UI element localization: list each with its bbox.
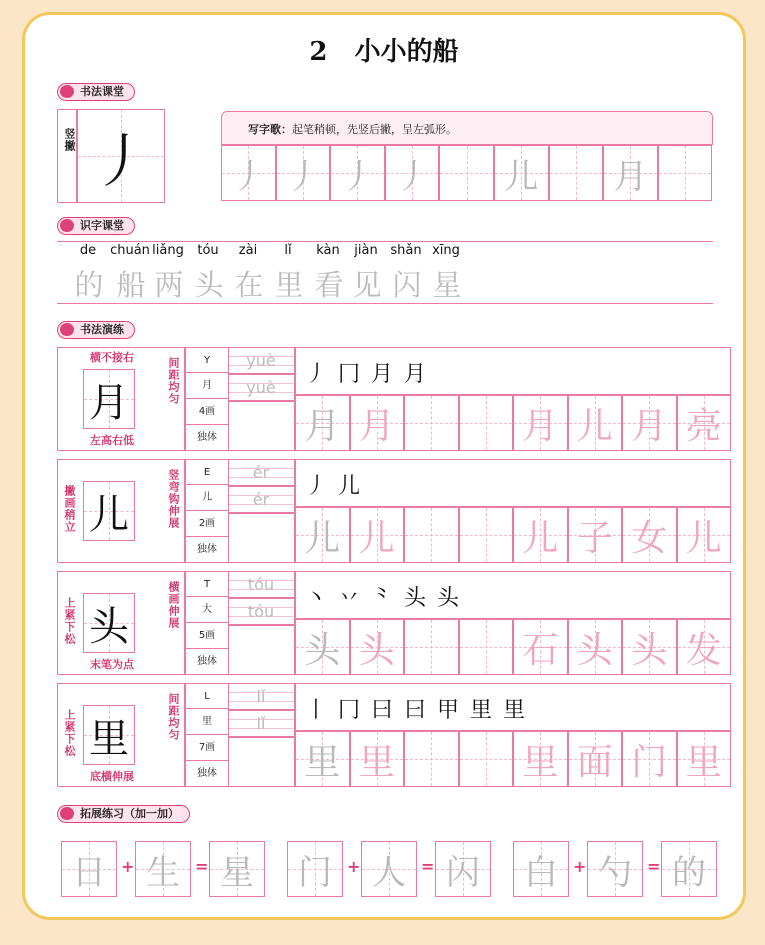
practice-grid-cell[interactable] (459, 395, 514, 451)
tip-left: 撇画稍立 (63, 485, 76, 533)
practice-grid-cell-char: 头 (576, 629, 613, 671)
practice-grid-cell[interactable] (622, 731, 677, 787)
flower-icon (60, 807, 74, 820)
stroke-name-box (57, 109, 77, 203)
stroke-practice-cell-char: 月 (613, 156, 648, 197)
literacy-char: 在 (234, 268, 264, 302)
info-structure: 独体 (185, 649, 229, 675)
addend-a-cell-char: 白 (524, 852, 558, 893)
practice-grid-cell-char: 门 (631, 741, 668, 783)
addend-a-cell-char: 门 (298, 852, 332, 893)
practice-grid-cell[interactable] (459, 619, 514, 675)
pinyin-label: xīng (432, 243, 460, 258)
equals-sign: = (647, 857, 661, 876)
pinyin-cell[interactable] (229, 571, 295, 598)
stroke-practice-cell-char: 丿 (285, 156, 320, 197)
stroke-order: 丿 冂 月 月 (305, 362, 428, 387)
practice-grid-cell-char (405, 508, 458, 562)
practice-grid-cell-char: 子 (576, 517, 613, 559)
practice-grid-cell[interactable] (622, 395, 677, 451)
practice-grid-cell-char: 头 (358, 629, 395, 671)
literacy-char: 见 (352, 268, 382, 302)
practice-grid-cell[interactable] (404, 619, 459, 675)
literacy-char: 里 (274, 268, 304, 302)
pinyin-cell[interactable] (229, 459, 295, 486)
practice-model-cell[interactable] (83, 593, 135, 653)
practice-grid-cell[interactable] (677, 507, 732, 563)
practice-grid-cell-char: 儿 (358, 517, 395, 559)
addend-a-cell[interactable] (61, 841, 117, 897)
stroke-practice-cell-char (550, 146, 603, 200)
practice-grid-cell[interactable] (459, 731, 514, 787)
practice-grid-cell[interactable] (350, 731, 405, 787)
pinyin-cell[interactable] (229, 710, 295, 737)
tip-side: 竖弯钩伸展 (167, 469, 180, 529)
practice-grid-cell-char: 儿 (685, 517, 722, 559)
practice-grid-cell-char: 儿 (522, 517, 559, 559)
addend-b-cell-char: 生 (146, 852, 180, 893)
pinyin-label: jiàn (354, 243, 378, 258)
practice-grid-cell[interactable] (513, 619, 568, 675)
practice-grid-cell-char: 里 (685, 741, 722, 783)
literacy-top-line (57, 241, 713, 242)
pinyin-blank-cell[interactable] (229, 737, 295, 787)
pinyin-label: tóu (197, 243, 219, 258)
addend-a-cell[interactable] (287, 841, 343, 897)
tip-side: 间距均匀 (167, 357, 180, 405)
pinyin-label: chuán (110, 243, 150, 258)
pinyin-label: lǐ (284, 243, 292, 258)
practice-grid-cell[interactable] (350, 619, 405, 675)
addend-b-cell[interactable] (587, 841, 643, 897)
plus-sign: + (347, 857, 361, 876)
pinyin-trace: ér (252, 490, 270, 509)
tip-top: 横不接右 (90, 351, 134, 364)
practice-grid-cell[interactable] (622, 619, 677, 675)
info-letter: L (185, 683, 229, 709)
pinyin-trace: yuè (246, 351, 276, 370)
pinyin-trace: yuè (246, 378, 276, 397)
practice-grid-cell[interactable] (404, 731, 459, 787)
literacy-char: 头 (194, 268, 224, 302)
practice-grid-cell-char: 儿 (576, 405, 613, 447)
info-structure: 独体 (185, 425, 229, 451)
practice-grid-cell[interactable] (295, 395, 350, 451)
stroke-order: 丶 丷 ⺀ 头 头 (305, 586, 461, 611)
info-letter: Y (185, 347, 229, 373)
brush-icon (60, 323, 74, 336)
stroke-practice-cell-char: 丿 (395, 156, 430, 197)
addend-b-cell-char: 勺 (598, 852, 632, 893)
practice-model-cell-char: 里 (89, 715, 129, 762)
section-extension: 拓展练习（加一加） (57, 805, 190, 823)
info-radical: 儿 (185, 485, 229, 511)
literacy-char: 看 (314, 268, 344, 302)
practice-grid-cell-char: 月 (522, 405, 559, 447)
brush-icon (60, 85, 74, 98)
practice-grid-cell-char: 石 (522, 629, 559, 671)
practice-grid-cell-char (405, 396, 458, 450)
tip-left: 上紧下松 (63, 597, 76, 645)
practice-grid-cell-char: 儿 (304, 517, 341, 559)
practice-grid-cell[interactable] (295, 731, 350, 787)
practice-model-cell-char: 儿 (89, 491, 129, 538)
practice-grid-cell-char (405, 732, 458, 786)
practice-model-cell[interactable] (83, 481, 135, 541)
stroke-practice-cell-char (659, 146, 712, 200)
practice-grid-cell-char: 头 (631, 629, 668, 671)
practice-model-cell-char: 头 (89, 603, 129, 650)
practice-grid-cell[interactable] (513, 507, 568, 563)
stroke-practice-cell[interactable] (603, 145, 658, 201)
practice-model-cell-char: 月 (89, 379, 129, 426)
stroke-practice-cell[interactable] (385, 145, 440, 201)
flower-icon (60, 219, 74, 232)
practice-grid-cell[interactable] (568, 395, 623, 451)
pinyin-trace: lǐ (256, 714, 266, 733)
pinyin-label: kàn (316, 243, 340, 258)
literacy-char: 星 (432, 268, 462, 302)
practice-grid-cell-char: 亮 (685, 405, 722, 447)
literacy-char: 两 (154, 268, 184, 302)
pinyin-label: de (79, 243, 97, 258)
stroke-practice-cell[interactable] (439, 145, 494, 201)
info-structure: 独体 (185, 761, 229, 787)
pinyin-cell[interactable] (229, 374, 295, 401)
tip-left: 上紧下松 (63, 709, 76, 757)
info-radical: 里 (185, 709, 229, 735)
practice-grid-cell-char (460, 508, 513, 562)
practice-grid-cell[interactable] (568, 619, 623, 675)
result-cell[interactable] (661, 841, 717, 897)
info-strokes-count: 7画 (185, 735, 229, 761)
pinyin-trace: tóu (247, 575, 275, 594)
info-strokes-count: 5画 (185, 623, 229, 649)
stroke-practice-cell-char: 丿 (231, 156, 266, 197)
result-cell-char: 闪 (446, 852, 480, 893)
practice-grid-cell[interactable] (404, 395, 459, 451)
practice-grid-cell[interactable] (404, 507, 459, 563)
tip-bottom: 末笔为点 (90, 658, 134, 671)
info-strokes-count: 2画 (185, 511, 229, 537)
stroke-demo-char: 丿 (91, 127, 150, 195)
practice-grid-cell[interactable] (568, 507, 623, 563)
stroke-order: 丿 儿 (305, 474, 362, 499)
pinyin-label: liǎng (152, 243, 184, 258)
practice-model-cell[interactable] (83, 369, 135, 429)
pinyin-label: zài (238, 243, 258, 258)
practice-grid-cell-char: 里 (358, 741, 395, 783)
practice-grid-cell[interactable] (677, 619, 732, 675)
literacy-char: 闪 (392, 268, 422, 302)
practice-grid-cell-char: 里 (522, 741, 559, 783)
pinyin-blank-cell[interactable] (229, 625, 295, 675)
section-calligraphy-class: 书法课堂 (57, 83, 135, 101)
tip-side: 间距均匀 (167, 693, 180, 741)
stroke-order: 丨 冂 曰 曰 甲 里 里 (305, 698, 527, 723)
practice-grid-cell[interactable] (295, 619, 350, 675)
practice-grid-cell-char (460, 620, 513, 674)
addend-b-cell[interactable] (135, 841, 191, 897)
pinyin-trace: lǐ (256, 687, 266, 706)
info-letter: T (185, 571, 229, 597)
stroke-practice-cell[interactable] (276, 145, 331, 201)
pinyin-cell[interactable] (229, 347, 295, 374)
plus-sign: + (121, 857, 135, 876)
practice-grid-cell-char: 发 (685, 629, 722, 671)
pinyin-cell[interactable] (229, 486, 295, 513)
tip-bottom: 底横伸展 (90, 770, 134, 783)
stroke-practice-cell[interactable] (549, 145, 604, 201)
equals-sign: = (195, 857, 209, 876)
stroke-practice-cell-char: 儿 (504, 156, 539, 197)
practice-grid-cell[interactable] (513, 395, 568, 451)
pinyin-cell[interactable] (229, 598, 295, 625)
result-cell-char: 星 (220, 852, 254, 893)
stroke-practice-cell-char (440, 146, 493, 200)
practice-grid-cell[interactable] (513, 731, 568, 787)
pinyin-cell[interactable] (229, 683, 295, 710)
practice-grid-cell[interactable] (622, 507, 677, 563)
tip-side: 横画伸展 (167, 581, 180, 629)
song-box (221, 111, 713, 145)
pinyin-trace: ér (252, 463, 270, 482)
info-radical: 月 (185, 373, 229, 399)
stroke-practice-cell[interactable] (330, 145, 385, 201)
stroke-practice-cell[interactable] (221, 145, 276, 201)
practice-grid-cell[interactable] (568, 731, 623, 787)
addend-a-cell-char: 日 (72, 852, 106, 893)
equals-sign: = (421, 857, 435, 876)
pinyin-blank-cell[interactable] (229, 401, 295, 451)
practice-grid-cell-char: 里 (304, 741, 341, 783)
result-cell-char: 的 (672, 852, 706, 893)
writing-song: 写字歌：起笔稍顿，先竖后撇，呈左弧形。 (248, 123, 457, 136)
practice-model-cell[interactable] (83, 705, 135, 765)
plus-sign: + (573, 857, 587, 876)
practice-grid-cell[interactable] (350, 507, 405, 563)
pinyin-trace: tóu (247, 602, 275, 621)
literacy-bottom-line (57, 303, 713, 304)
section-calligraphy-practice: 书法演练 (57, 321, 135, 339)
practice-grid-cell-char (460, 396, 513, 450)
practice-grid-cell-char: 面 (576, 741, 613, 783)
page-title: 2 小小的船 (309, 37, 459, 67)
practice-grid-cell-char: 女 (631, 517, 668, 559)
practice-grid-cell[interactable] (677, 731, 732, 787)
practice-grid-cell[interactable] (677, 395, 732, 451)
practice-grid-cell-char (460, 732, 513, 786)
info-strokes-count: 4画 (185, 399, 229, 425)
info-structure: 独体 (185, 537, 229, 563)
stroke-practice-cell[interactable] (494, 145, 549, 201)
addend-a-cell[interactable] (513, 841, 569, 897)
worksheet-page (22, 12, 746, 920)
tip-bottom: 左高右低 (90, 434, 134, 447)
practice-grid-cell-char (405, 620, 458, 674)
stroke-practice-cell-char: 丿 (340, 156, 375, 197)
practice-grid-cell[interactable] (295, 507, 350, 563)
addend-b-cell-char: 人 (372, 852, 406, 893)
result-cell[interactable] (209, 841, 265, 897)
addend-b-cell[interactable] (361, 841, 417, 897)
practice-grid-cell[interactable] (459, 507, 514, 563)
practice-grid-cell-char: 月 (631, 405, 668, 447)
stroke-name: 竖撇 (63, 128, 76, 152)
stroke-practice-cell[interactable] (658, 145, 713, 201)
section-literacy-class: 识字课堂 (57, 217, 135, 235)
pinyin-blank-cell[interactable] (229, 513, 295, 563)
pinyin-label: shǎn (390, 243, 422, 258)
practice-grid-cell-char: 月 (304, 405, 341, 447)
literacy-char: 船 (116, 268, 146, 302)
stroke-demo-cell (77, 109, 165, 203)
practice-grid-cell-char: 月 (358, 405, 395, 447)
literacy-char: 的 (74, 268, 104, 302)
info-letter: E (185, 459, 229, 485)
result-cell[interactable] (435, 841, 491, 897)
practice-grid-cell-char: 头 (304, 629, 341, 671)
info-radical: 大 (185, 597, 229, 623)
practice-grid-cell[interactable] (350, 395, 405, 451)
